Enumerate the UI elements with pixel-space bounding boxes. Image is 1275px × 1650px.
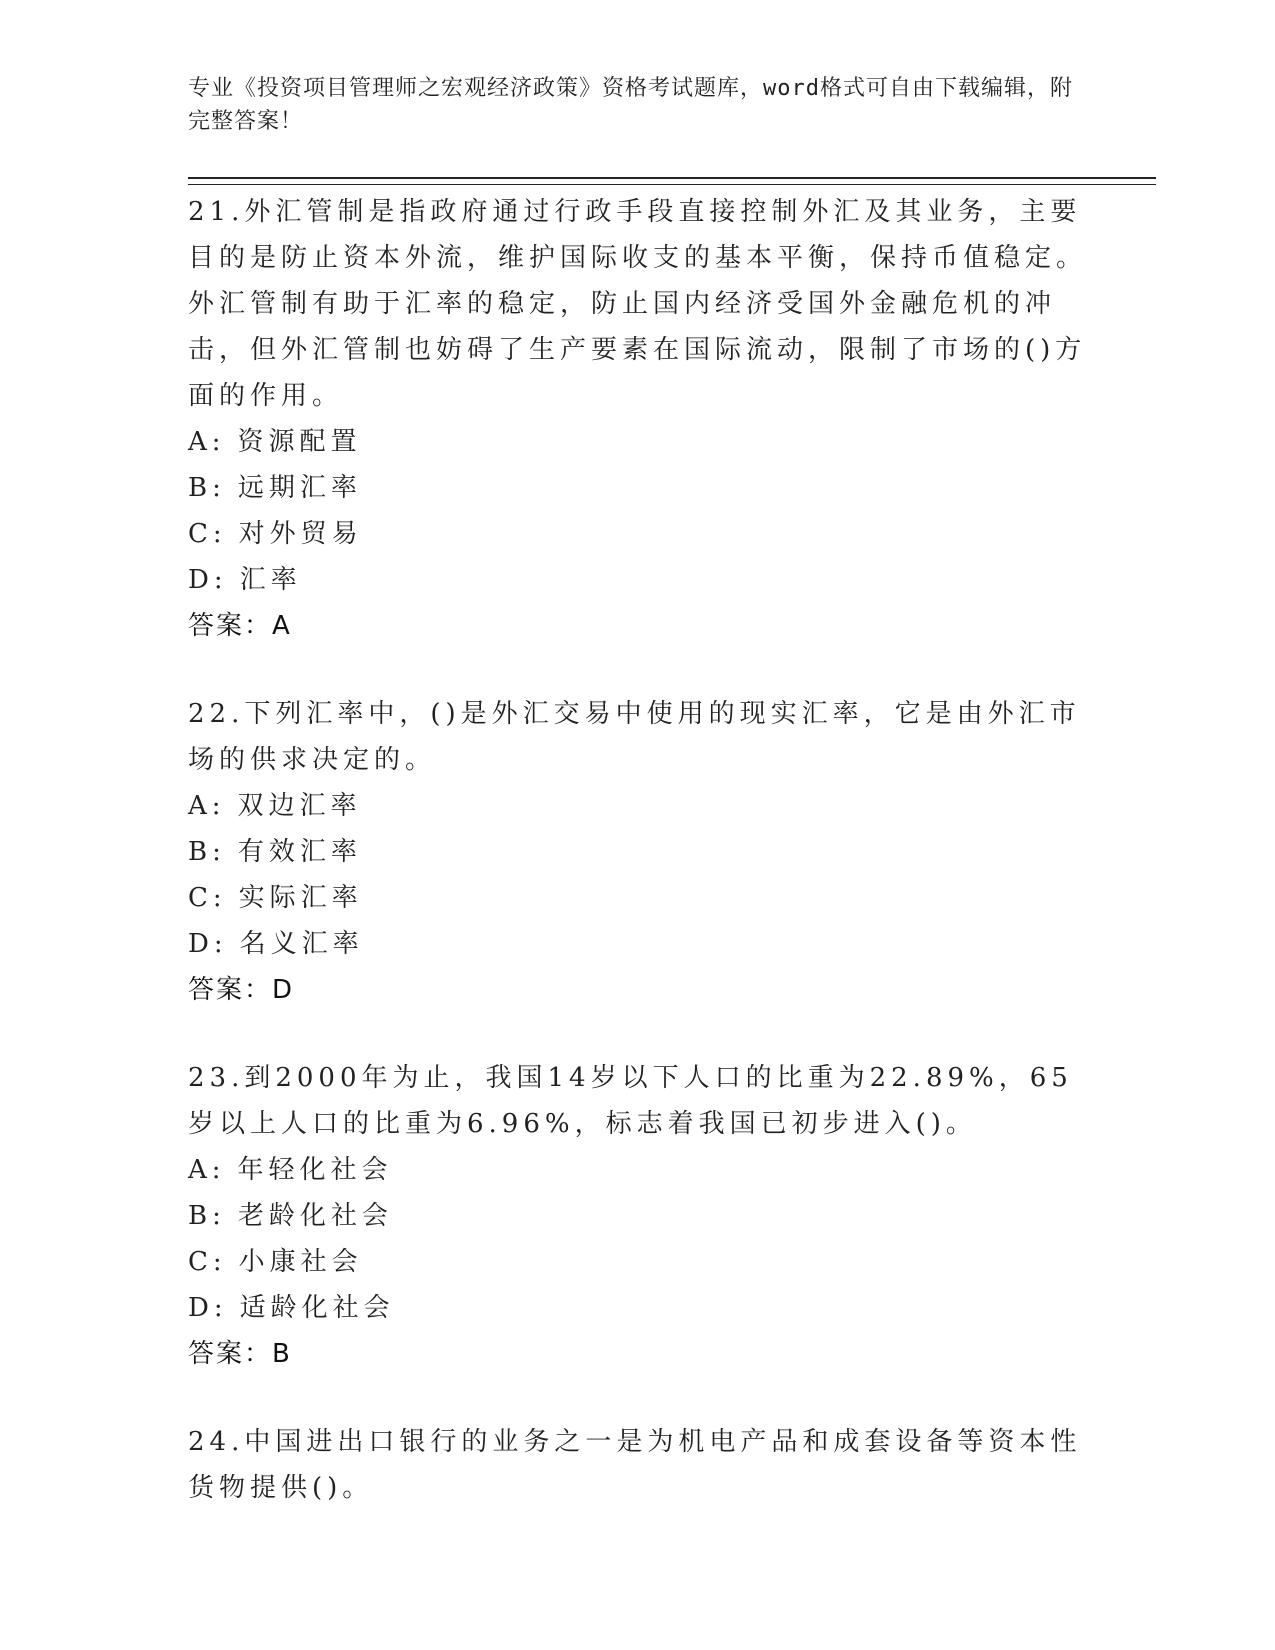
option-a: [188, 1147, 1088, 1193]
document-header: 专业《投资项目管理师之宏观经济政策》资格考试题库，word格式可自由下载编辑，附完整答案！: [188, 76, 1073, 134]
question-stem: 22.下列汇率中，()是外汇交易中使用的现实汇率，它是由外汇市场的供求决定的。: [188, 699, 1081, 775]
option-text: 名义汇率: [239, 929, 364, 959]
option-text: 双边汇率: [237, 791, 362, 821]
question-24: [188, 1419, 1088, 1511]
option-d: [188, 921, 1088, 967]
option-a: [188, 419, 1088, 465]
answer-line: 答案：B: [188, 1339, 292, 1369]
header-divider-thick: [188, 177, 1156, 179]
option-label: B:: [188, 473, 226, 503]
option-label: A:: [188, 1155, 226, 1185]
option-label: C:: [188, 883, 227, 913]
question-stem: 24.中国进出口银行的业务之一是为机电产品和成套设备等资本性货物提供()。: [188, 1427, 1082, 1503]
answer-line: 答案：A: [188, 611, 292, 641]
answer-line: 答案：D: [188, 975, 295, 1005]
header-divider-thin: [188, 184, 1156, 185]
option-label: C:: [188, 1247, 227, 1277]
option-label: B:: [188, 1201, 226, 1231]
option-d: [188, 1285, 1088, 1331]
option-label: A:: [188, 791, 226, 821]
question-stem: 23.到2000年为止，我国14岁以下人口的比重为22.89%，65岁以上人口的比重为6.96%，标志着我国已初步进入()。: [188, 1063, 1073, 1139]
option-label: A:: [188, 427, 226, 457]
question-21: [188, 189, 1088, 649]
question-22: [188, 691, 1088, 1013]
option-label: C:: [188, 519, 227, 549]
option-b: [188, 829, 1088, 875]
option-text: 汇率: [239, 565, 302, 595]
option-c: [188, 1239, 1088, 1285]
option-c: [188, 511, 1088, 557]
question-list: [188, 189, 1088, 1553]
question-stem: 21.外汇管制是指政府通过行政手段直接控制外汇及其业务，主要目的是防止资本外流，维护国际收支的基本平衡，保持币值稳定。外汇管制有助于汇率的稳定，防止国内经济受国外金融危机的冲击，但外汇管制也妨碍了生产要素在国际流动，限制了市场的()方面的作用。: [188, 197, 1088, 411]
option-label: B:: [188, 837, 226, 867]
option-text: 远期汇率: [237, 473, 362, 503]
option-text: 实际汇率: [238, 883, 363, 913]
option-text: 老龄化社会: [237, 1201, 393, 1231]
option-text: 年轻化社会: [237, 1155, 393, 1185]
option-text: 对外贸易: [238, 519, 363, 549]
option-b: [188, 465, 1088, 511]
option-d: [188, 557, 1088, 603]
option-text: 有效汇率: [237, 837, 362, 867]
question-23: [188, 1055, 1088, 1377]
option-text: 适龄化社会: [239, 1293, 395, 1323]
option-b: [188, 1193, 1088, 1239]
option-label: D:: [188, 929, 228, 959]
option-label: D:: [188, 1293, 228, 1323]
option-a: [188, 783, 1088, 829]
option-text: 小康社会: [238, 1247, 363, 1277]
option-text: 资源配置: [237, 427, 362, 457]
option-label: D:: [188, 565, 228, 595]
option-c: [188, 875, 1088, 921]
